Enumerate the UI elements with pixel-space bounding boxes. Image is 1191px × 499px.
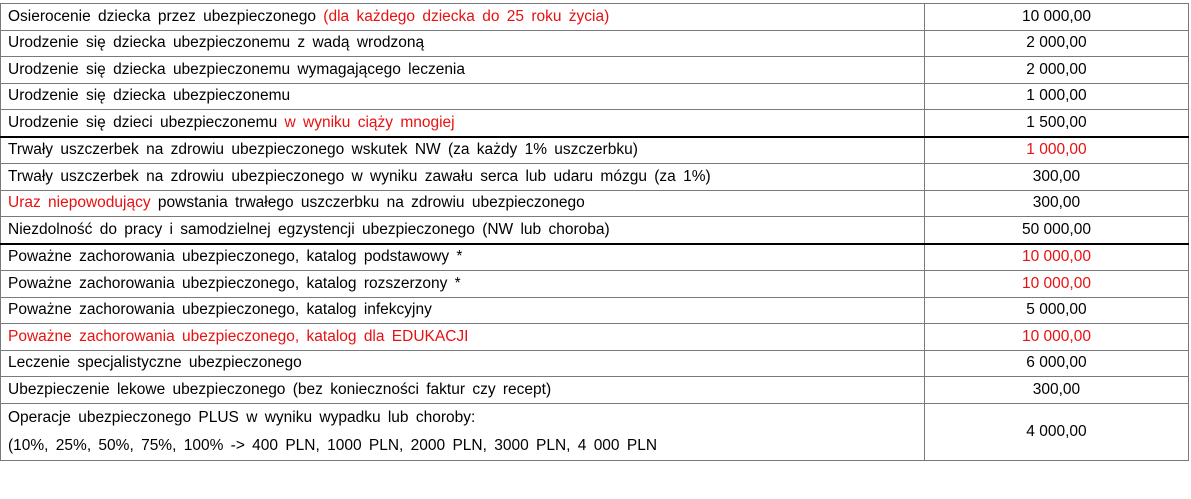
row-red-prefix: Uraz niepowodujący [8, 194, 151, 212]
row-description: Trwały uszczerbek na zdrowiu ubezpieczonego wskutek NW (za każdy 1% uszczerbku) [1, 137, 925, 164]
row-text: Urodzenie się dzieci ubezpieczonemu [8, 113, 278, 131]
row-amount: 2 000,00 [924, 30, 1188, 57]
row-description [1, 110, 925, 137]
row-description: Urodzenie się dziecka ubezpieczonemu wymagającego leczenia [1, 57, 925, 84]
row-description: Poważne zachorowania ubezpieczonego, katalog dla EDUKACJI [1, 324, 925, 351]
row-amount: 2 000,00 [924, 57, 1188, 84]
table-row [1, 30, 1189, 57]
row-amount: 10 000,00 [924, 271, 1188, 298]
row-amount: 4 000,00 [924, 403, 1188, 460]
row-description: Niezdolność do pracy i samodzielnej egzystencji ubezpieczonego (NW lub choroba) [1, 217, 925, 244]
row-amount: 1 500,00 [924, 110, 1188, 137]
benefits-table [0, 3, 1189, 461]
table-row [1, 297, 1189, 324]
row-description [1, 403, 925, 460]
row-red-note: (dla każdego dziecka do 25 roku życia) [323, 7, 610, 25]
row-text: Osierocenie dziecka przez ubezpieczonego [8, 7, 316, 25]
row-text: Operacje ubezpieczonego PLUS w wyniku wypadku lub choroby: [8, 408, 476, 426]
table-row [1, 324, 1189, 351]
table-row [1, 83, 1189, 110]
table-row [1, 137, 1189, 164]
table-row [1, 164, 1189, 191]
row-amount: 1 000,00 [924, 137, 1188, 164]
row-description [1, 190, 925, 217]
row-description: Leczenie specjalistyczne ubezpieczonego [1, 350, 925, 377]
table-row [1, 271, 1189, 298]
row-description: Poważne zachorowania ubezpieczonego, katalog podstawowy * [1, 244, 925, 271]
row-description [1, 4, 925, 31]
row-description: Urodzenie się dziecka ubezpieczonemu [1, 83, 925, 110]
row-amount: 300,00 [924, 190, 1188, 217]
row-description: Urodzenie się dziecka ubezpieczonemu z wadą wrodzoną [1, 30, 925, 57]
row-description: Trwały uszczerbek na zdrowiu ubezpieczonego w wyniku zawału serca lub udaru mózgu (za 1%) [1, 164, 925, 191]
row-amount: 6 000,00 [924, 350, 1188, 377]
row-amount: 300,00 [924, 164, 1188, 191]
row-amount: 10 000,00 [924, 4, 1188, 31]
table-row [1, 350, 1189, 377]
row-amount: 50 000,00 [924, 217, 1188, 244]
row-description: Poważne zachorowania ubezpieczonego, katalog infekcyjny [1, 297, 925, 324]
row-red-note: w wyniku ciąży mnogiej [284, 113, 455, 131]
row-amount: 5 000,00 [924, 297, 1188, 324]
table-row [1, 244, 1189, 271]
table-row [1, 217, 1189, 244]
row-description: Ubezpieczenie lekowe ubezpieczonego (bez konieczności faktur czy recept) [1, 377, 925, 404]
row-text: powstania trwałego uszczerbku na zdrowiu ubezpieczonego [157, 194, 585, 212]
row-text-line2: (10%, 25%, 50%, 75%, 100% -> 400 PLN, 1000 PLN, 2000 PLN, 3000 PLN, 4 000 PLN [8, 436, 658, 454]
row-amount: 10 000,00 [924, 324, 1188, 351]
table-row [1, 190, 1189, 217]
table-row [1, 403, 1189, 460]
row-amount: 10 000,00 [924, 244, 1188, 271]
table-row [1, 377, 1189, 404]
row-amount: 1 000,00 [924, 83, 1188, 110]
table-row [1, 57, 1189, 84]
row-amount: 300,00 [924, 377, 1188, 404]
row-description: Poważne zachorowania ubezpieczonego, katalog rozszerzony * [1, 271, 925, 298]
table-row [1, 110, 1189, 137]
table-row [1, 4, 1189, 31]
